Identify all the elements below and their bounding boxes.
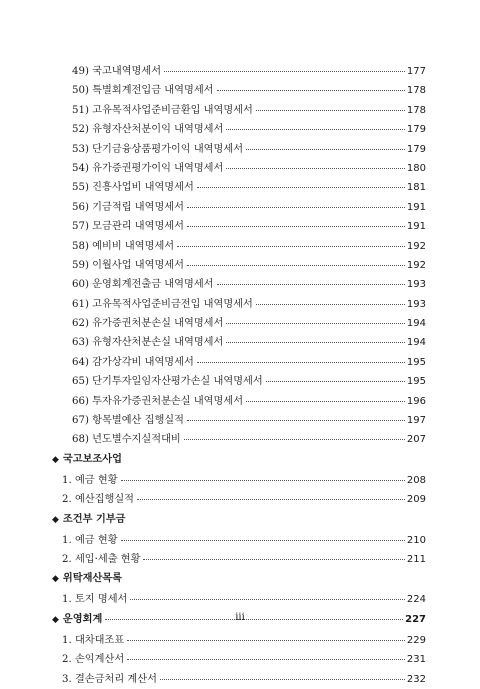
dot-leader: [187, 207, 405, 208]
toc-entry-label: 67) 항목별예산 집행실적: [72, 415, 184, 427]
dot-leader: [177, 246, 405, 247]
diamond-bullet-icon: ◆: [52, 574, 59, 585]
toc-page-number: 195: [406, 376, 426, 388]
toc-page-number: 193: [406, 298, 426, 310]
dot-leader: [164, 71, 405, 72]
toc-entry[interactable]: [62, 275, 426, 294]
toc-entry[interactable]: [62, 333, 426, 352]
toc-entry[interactable]: [62, 490, 426, 509]
toc-entry-label: 65) 단기투자일임자산평가손실 내역명세서: [72, 376, 263, 388]
toc-entry-label: 국고보조사업: [62, 452, 122, 465]
toc-entry[interactable]: [62, 140, 426, 159]
toc-entry[interactable]: [62, 631, 426, 650]
toc-page-number: 229: [406, 634, 426, 646]
toc-entry[interactable]: [62, 430, 426, 449]
toc-entry-label: 58) 예비비 내역명세서: [72, 240, 175, 252]
dot-leader: [197, 187, 405, 188]
toc-page-number: 197: [406, 415, 426, 427]
toc-entry[interactable]: [62, 198, 426, 217]
toc-entry[interactable]: [62, 101, 426, 120]
toc-page-number: 191: [406, 201, 426, 213]
toc-entry-label: 1. 예금 현황: [62, 534, 118, 546]
toc-entry-label: 62) 유가증권처분손실 내역명세서: [72, 318, 224, 330]
dot-leader: [226, 168, 405, 169]
toc-page-number: 232: [406, 673, 426, 685]
toc-page-number: 194: [406, 337, 426, 349]
toc-entry-label: 50) 특별회계전입금 내역명세서: [72, 85, 214, 97]
dot-leader: [246, 149, 405, 150]
toc-entry-label: 위탁재산목록: [62, 572, 122, 585]
dot-leader: [226, 342, 405, 343]
toc-entry[interactable]: [62, 650, 426, 669]
toc-entry[interactable]: [62, 159, 426, 178]
toc-entry-label: 2. 세입·세출 현황: [62, 553, 141, 565]
dot-leader: [197, 362, 405, 363]
dot-leader: [187, 226, 405, 227]
toc-page-number: 211: [406, 553, 426, 565]
toc-entry[interactable]: [62, 62, 426, 81]
toc-page-number: 181: [406, 182, 426, 194]
toc-entry-label: 66) 투자유가증권처분손실 내역명세서: [72, 395, 244, 407]
dot-leader: [127, 640, 405, 641]
toc-entry[interactable]: [62, 178, 426, 197]
toc-entry-label: 63) 유형자산처분손실 내역명세서: [72, 337, 224, 349]
toc-entry[interactable]: [62, 81, 426, 100]
toc-entry-label: 59) 이월사업 내역명세서: [72, 259, 184, 271]
toc-page-number: 207: [406, 434, 426, 446]
toc-entry[interactable]: [62, 590, 426, 609]
dot-leader: [160, 679, 405, 680]
toc-page-number: 178: [406, 85, 426, 97]
toc-page-number: 191: [406, 221, 426, 233]
toc-entry[interactable]: [62, 670, 426, 689]
toc-entry-label: 1. 예금 현황: [62, 474, 118, 486]
diamond-bullet-icon: ◆: [52, 614, 59, 625]
toc-entry[interactable]: [62, 237, 426, 256]
toc-entry-label: 51) 고유목적사업준비금환입 내역명세서: [72, 104, 253, 116]
dot-leader: [121, 480, 405, 481]
toc-page-number: 180: [406, 162, 426, 174]
dot-leader: [187, 265, 405, 266]
dot-leader: [256, 110, 405, 111]
toc-entry-label: 49) 국고내역명세서: [72, 66, 162, 77]
dot-leader: [187, 420, 405, 421]
toc-entry-label: 운영회계: [62, 612, 103, 625]
toc-entry[interactable]: [62, 531, 426, 550]
dot-leader: [246, 401, 405, 402]
toc-entry[interactable]: [62, 550, 426, 569]
toc-entry[interactable]: [62, 411, 426, 430]
dot-leader: [226, 129, 405, 130]
toc-entry-label: 2. 예산집행실적: [62, 494, 135, 506]
toc-entry-label: 52) 유형자산처분이익 내역명세서: [72, 124, 224, 136]
diamond-bullet-icon: ◆: [52, 514, 59, 525]
toc-entry-label: 조건부 기부금: [62, 512, 126, 525]
toc-entry-label: 60) 운영회계전출금 내역명세서: [72, 279, 214, 291]
toc-entry-label: 53) 단기금융상품평가이익 내역명세서: [72, 143, 244, 155]
toc-page-number: 192: [406, 240, 426, 252]
dot-leader: [121, 540, 405, 541]
toc-page-number: 193: [406, 279, 426, 291]
toc-entry[interactable]: [62, 392, 426, 411]
dot-leader: [266, 381, 405, 382]
toc-entry[interactable]: [62, 120, 426, 139]
toc-entry[interactable]: [62, 295, 426, 314]
toc-entry-label: 55) 진흥사업비 내역명세서: [72, 182, 194, 194]
toc-page-number: 179: [406, 143, 426, 155]
toc-page-number: 224: [406, 594, 426, 606]
toc-page-number: 194: [406, 318, 426, 330]
toc-entry-label: 64) 감가상각비 내역명세서: [72, 356, 194, 368]
toc-page-number: 196: [406, 395, 426, 407]
toc-page-number: 210: [406, 534, 426, 546]
toc-entry-label: 2. 손익계산서: [62, 654, 125, 666]
toc-page-number: 178: [406, 104, 426, 116]
toc-entry-label: 68) 년도별수지실적대비: [72, 434, 181, 446]
toc-entry[interactable]: [62, 372, 426, 391]
toc-page-number: 231: [406, 654, 426, 666]
toc-entry-label: 54) 유가증권평가이익 내역명세서: [72, 162, 224, 174]
dot-leader: [127, 659, 405, 660]
toc-page-number: 195: [406, 356, 426, 368]
dot-leader: [217, 284, 405, 285]
toc-page-number: 208: [406, 474, 426, 486]
toc-entry[interactable]: [62, 217, 426, 236]
dot-leader: [226, 323, 405, 324]
toc-section-heading[interactable]: [52, 450, 426, 471]
toc-entry-label: 61) 고유목적사업준비금전입 내역명세서: [72, 298, 253, 310]
toc-page-number: 227: [405, 613, 426, 625]
table-of-contents: [52, 62, 426, 689]
diamond-bullet-icon: ◆: [52, 454, 59, 465]
toc-page-number: 209: [406, 494, 426, 506]
toc-entry-label: 1. 대차대조표: [62, 634, 125, 646]
dot-leader: [256, 304, 405, 305]
toc-entry-label: 57) 모금관리 내역명세서: [72, 221, 184, 233]
dot-leader: [137, 499, 405, 500]
toc-entry[interactable]: [62, 353, 426, 372]
dot-leader: [217, 90, 405, 91]
dot-leader: [143, 559, 404, 560]
toc-page-number: 177: [406, 66, 426, 77]
toc-entry-label: 1. 토지 명세서: [62, 594, 128, 606]
toc-entry[interactable]: [62, 314, 426, 333]
toc-page-number: 192: [406, 259, 426, 271]
toc-page-number: 179: [406, 124, 426, 136]
toc-entry-label: 3. 결손금처리 계산서: [62, 673, 157, 685]
toc-entry[interactable]: [62, 471, 426, 490]
toc-entry-label: 56) 기금적립 내역명세서: [72, 201, 184, 213]
toc-entry[interactable]: [62, 256, 426, 275]
toc-section-heading[interactable]: [52, 569, 426, 590]
dot-leader: [184, 439, 405, 440]
page-number: iii: [235, 612, 245, 623]
toc-section-heading[interactable]: [52, 510, 426, 531]
dot-leader: [130, 599, 405, 600]
